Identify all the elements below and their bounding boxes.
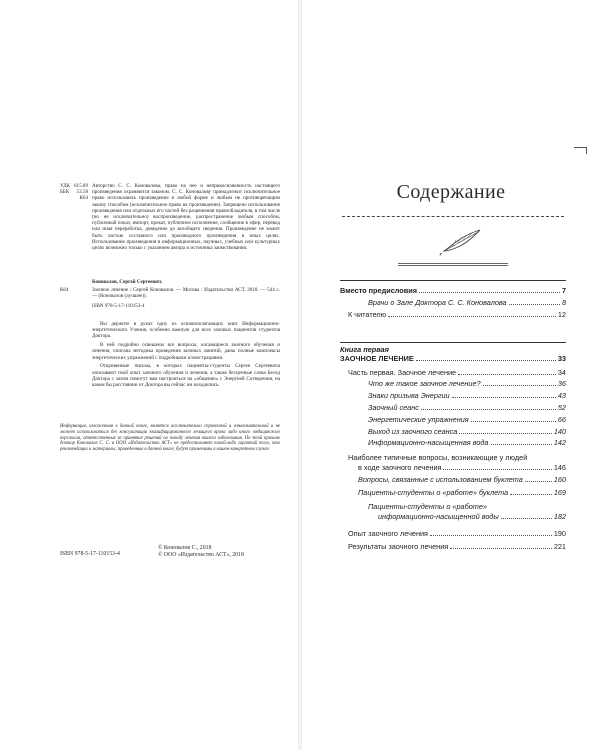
catalog-card-isbn: ISBN 978-5-17-110153-4 [92,303,145,309]
copyright-notice: Авторство С. С. Коновалова, право на нее и неприкосновенность настоящего произведения охраняются законом. С. С. Коновалову принадлежит исключительное право использовать произведение в любой форме и любым не противоречащим закону способом (исключительное право на произведение). Запрещено использование произведения или отдельных его частей без разрешения правообладателя, в том числе (но не исключительно) воспроизведение, распространение любым способом, публичный показ, импорт, прокат, публичное исполнение, сообщение в эфир, перевод или иная переработка, доведение до всеобщего сведения. Произведение не может быть частью составного или производного произведения в иных целях. Использование произведения в информационных, научных, учебных или культурных целях возможно только с указанием автора и источника заимствования. [92,183,280,252]
toc-entry[interactable]: Пациенты-студенты о «работе» буклета 169 [358,488,566,497]
copyright-author: © Коновалов С., 2018 [158,545,212,551]
medical-disclaimer: Информация, изложенная в данной книге, является исключительно справочной и ознакомительной и не может использоваться без консультации квалифицированного лечащего врача либо иного медицинского персонала, ответственных за принятие решений по поводу лечения вашего заболевания. По этой причине доктор Коновалов С. С. и ООО «Издательство АСТ» не предоставляют какой-либо гарантий того, что рекомендации и материалы, приведенные в данной книге, будут применимы в вашем конкретном случае. [60,424,280,453]
isbn-footer: ISBN 978-5-17-110153-4 [60,551,120,557]
book-abstract [92,321,280,391]
left-page [0,0,298,750]
copyright-lines [158,545,244,559]
toc-entry-water[interactable]: информационно-насыщенной воды 182 [378,512,566,521]
toc-entry[interactable]: Энергетические упражнения 66 [368,415,566,424]
section-divider [340,280,566,281]
toc-entry[interactable]: Что же такое заочное лечение? 36 [368,379,566,388]
toc-entry-water-line1[interactable]: Пациенты-студенты о «работе» [368,502,487,511]
toc-entry-experience[interactable]: Опыт заочного лечения 190 [348,529,566,538]
toc-entry-results[interactable]: Результаты заочного лечения 221 [348,542,566,551]
author-code: К64 [79,195,88,202]
quill-feather-icon [438,226,486,256]
toc-entry-doctors[interactable]: Врачи о Зале Доктора С. С. Коновалова 8 [368,298,566,307]
corner-mark [574,147,587,154]
toc-entry[interactable]: Выход из заочного сеанса 140 [368,427,566,436]
toc-entry-preface[interactable]: Вместо предисловия 7 [340,286,566,295]
abstract-paragraph: Откровенные письма, в которых пациенты-студенты Сергея Сергеевича описывают свой опыт заочного обучения и лечения, а также бесценные слова Бесед Доктора с залом помогут вам настроиться на «общение» с Энергией Сотворения, на каком бы расстоянии от Доктора вы сейчас ни находились. [92,363,280,389]
catalog-card-code: К64 [60,287,69,293]
bbk-code: ББК 53.58 [60,189,88,196]
toc-entry-book-one[interactable]: ЗАОЧНОЕ ЛЕЧЕНИЕ 33 [340,354,566,363]
book-label: Книга первая [340,345,389,354]
ornament-rule [398,263,508,264]
section-divider [340,342,566,343]
catalog-card-heading: Коновалов, Сергей Сергеевич. [92,279,163,285]
toc-entry[interactable]: Информационно-насыщенная вода 142 [368,438,566,447]
toc-entry[interactable]: Знаки призыва Энергии 43 [368,391,566,400]
right-page [302,0,600,750]
abstract-paragraph: В ней подробно освещены все вопросы, касающиеся заочного обучения и лечения, описана методика проведения заочных занятий, даны полные комплексы энергетических упражнений с подробными иллюстрациями. [92,342,280,361]
title-dashed-rule [342,216,564,217]
toc-entry-questions-line1[interactable]: Наиболее типичные вопросы, возникающие у людей [348,453,528,462]
udc-code: УДК 615.89 [60,183,88,189]
toc-title: Содержание [396,181,506,203]
abstract-paragraph: Вы держите в руках одну из основополагающих книг Информационно-энергетического Учения, особенно важную для всех заочных пациентов студентов Доктора. [92,321,280,340]
ornament-rule [398,265,508,266]
toc-entry[interactable]: Вопросы, связанные с использованием буклета 160 [358,475,566,484]
toc-entry-part-one[interactable]: Часть первая. Заочное лечение 34 [348,368,566,377]
toc-entry-questions[interactable]: в ходе заочного лечения 146 [358,463,566,472]
copyright-publisher: © ООО «Издательство АСТ», 2018 [158,552,244,558]
toc-entry-to-reader[interactable]: К читателю 12 [348,310,566,319]
library-codes [60,183,88,202]
toc-entry[interactable]: Заочный сеанс 52 [368,403,566,412]
catalog-card-body: Заочное лечение / Сергей Коновалов. — Москва : Издательство АСТ, 2018. — 544 с. — (Коновалов (лучшее)). [92,287,280,300]
